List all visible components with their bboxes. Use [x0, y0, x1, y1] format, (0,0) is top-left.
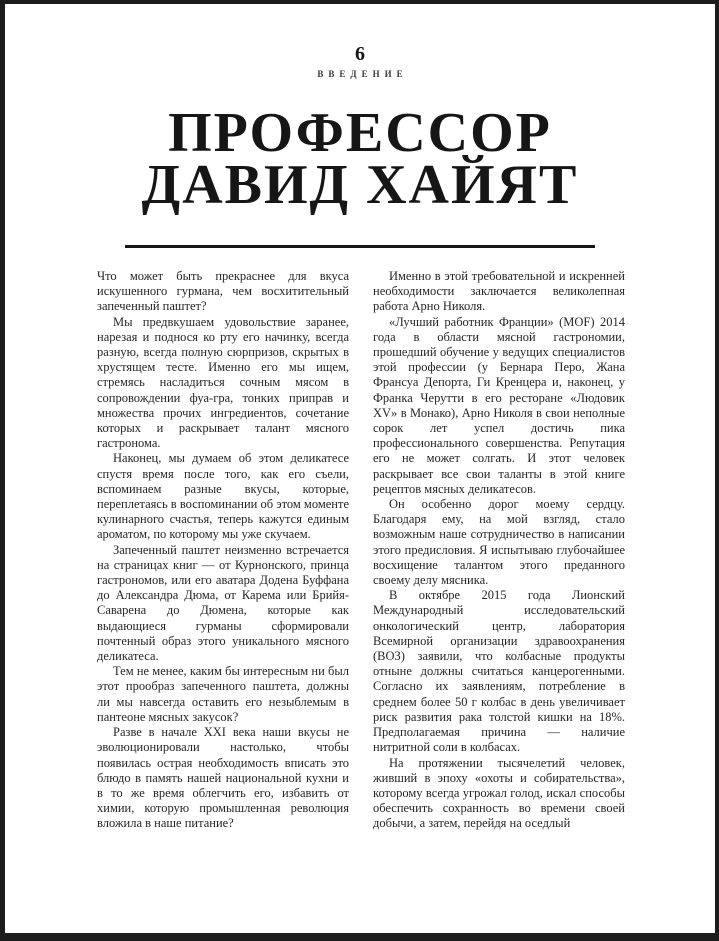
chapter-title	[5, 102, 715, 216]
chapter-title-line-2: ДАВИД ХАЙЯТ	[141, 154, 579, 216]
left-column	[97, 269, 349, 832]
paragraph: Он особенно дорог моему сердцу. Благодаря ему, на мой взгляд, стало возможным наше сотрудничество в написании этого предисловия. Я испытываю глубочайшее восхищение талантом этого преданного своему делу мясника.	[373, 497, 625, 588]
right-column	[373, 269, 625, 832]
paragraph: Наконец, мы думаем об этом деликатесе спустя время после того, как его съели, вспоминаем разные вкусы, которые, переплетаясь в воспоминании об этом моменте кулинарного счастья, теперь кажутся единым ароматом, по которому мы уже скучаем.	[97, 451, 350, 542]
title-divider-rule	[125, 245, 595, 248]
paragraph: В октябре 2015 года Лионский Международный исследовательский онкологический центр, лаборатория Всемирной организации здравоохранения (ВОЗ) заявили, что колбасные продукты отныне должны считаться канцерогенными. Согласно их заявлениям, потребление в среднем более 50 г колбас в день увеличивает риск развития рака толстой кишки на 18%. Предполагаемая причина — наличие нитритной соли в колбасах.	[373, 588, 625, 755]
paragraph: Что может быть прекраснее для вкуса искушенного гурмана, чем восхитительный запеченный паштет?	[97, 269, 349, 314]
paragraph: Мы предвкушаем удовольствие заранее, нарезая и поднося ко рту его начинку, всегда разную, всегда полную сюрпризов, скрытых в хрустящем тесте. Именно его мы ищем, стремясь насладиться сочным мясом в сопровождении фуа-гра, тонких приправ и множества прочих ингредиентов, сочетание которых и раскрывает талант мясного гастронома.	[97, 314, 349, 451]
page-number: 6	[355, 43, 365, 65]
paragraph: На протяжении тысячелетий человек, живший в эпоху «охоты и собирательства», которому всегда угрожал голод, искал способы обеспечить сохранность во времени своей добычи, а затем, перейдя на оседлый	[373, 755, 625, 831]
article-body	[5, 269, 715, 832]
paragraph: Тем не менее, каким бы интересным ни был этот прообраз запеченного паштета, должны ли мы навсегда оставить его незыблемым в пантеоне мясных закусок?	[97, 664, 349, 724]
paragraph: Именно в этой требовательной и искренней необходимости заключается великолепная работа Арно Николя.	[373, 269, 625, 314]
paragraph: Разве в начале XXI века наши вкусы не эволюционировали настолько, чтобы появилась острая необходимость вписать это блюдо в память нашей национальной кухни и в то же время облегчить его, избавить от химии, которую промышленная революция вложила в наше питание?	[97, 725, 349, 831]
paragraph: «Лучший работник Франции» (MOF) 2014 года в области мясной гастрономии, прошедший обучение у ведущих специалистов этой профессии (у Бернара Перо, Жана Франсуа Депорта, Ги Кренцера и, наконец, у Франка Черутти в его ресторане «Людовик XV» в Монако), Арно Николя в свои неполные сорок лет успел достичь пика профессионального совершенства. Репутация его не может солгать. И этот человек раскрывает все свои таланты в этой книге рецептов мясных деликатесов.	[373, 314, 625, 496]
paragraph: Запеченный паштет неизменно встречается на страницах книг — от Курнонского, принца гастрономов, или его аватара Додена Буффана до Александра Дюма, от Карема или Брийя-Саварена до Дюмена, которые как выдающиеся гурманы сформировали почтенный образ этого уникального мясного деликатеса.	[97, 542, 349, 664]
section-heading: ВВЕДЕНИЕ	[317, 69, 408, 79]
chapter-title-line-1: ПРОФЕССОР	[168, 102, 552, 164]
